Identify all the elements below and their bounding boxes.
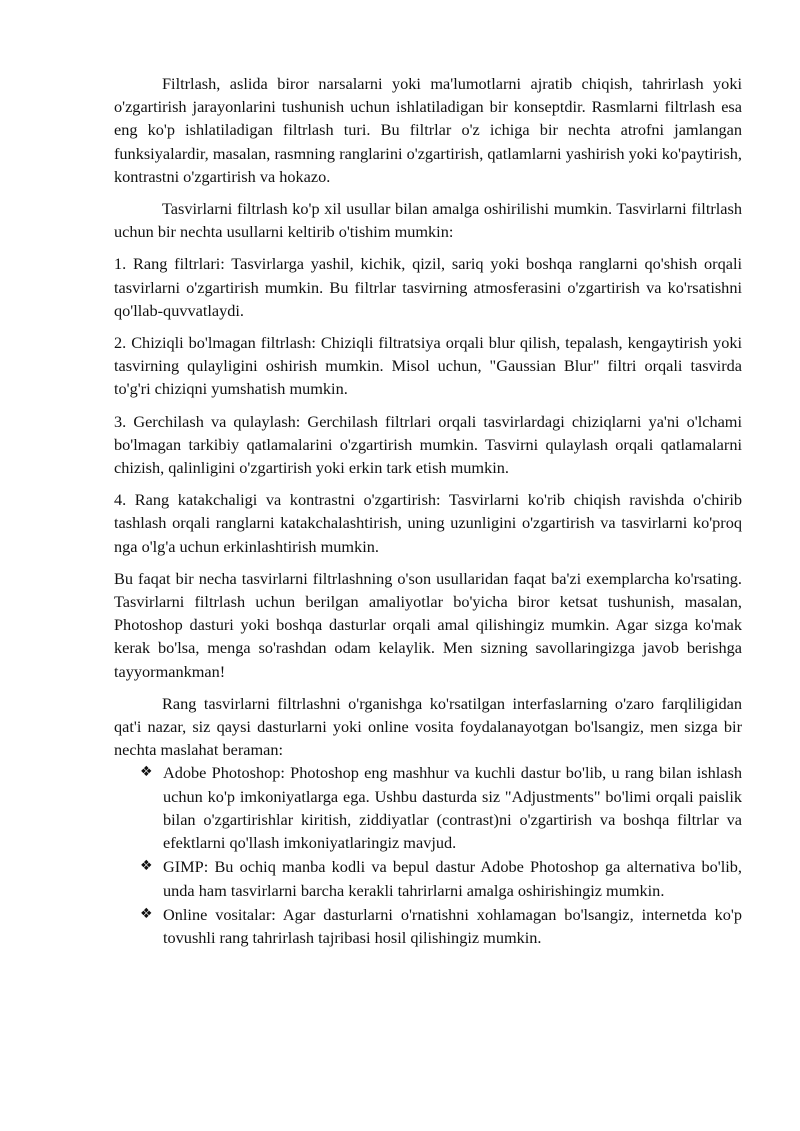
paragraph-method-3: 3. Gerchilash va qulaylash: Gerchilash filtrlari orqali tasvirlardagi chiziqlarni ya'ni o'lchami bo'lmagan tarkibiy qatlamalarini o'zgartirish mumkin. Tasvirni qulaylash orqali qatlamalarni chizish, qalinligini o'zgartirish yoki erkin tark etish mumkin. [114,411,742,478]
list-item [140,761,742,854]
diamond-bullet-icon: ❖ [140,764,153,781]
list-item-text: Adobe Photoshop: Photoshop eng mashhur va kuchli dastur bo'lib, u rang bilan ishlash uchun ko'p imkoniyatlarga ega. Ushbu dasturda siz "Adjustments" bo'limi orqali paislik bilan o'zgartirishlar kiritish, ziddiyatlar (contrast)ni o'zgartirish va boshqa filtrlar va efektlarni qo'llash imkoniyatlaringiz mavjud. [163,763,742,853]
diamond-bullet-icon: ❖ [140,858,153,875]
list-item-text: GIMP: Bu ochiq manba kodli va bepul dastur Adobe Photoshop ga alternativa bo'lib, unda ham tasvirlarni barcha kerakli tahrirlarni amalga oshirishingiz mumkin. [163,857,742,900]
list-item [140,903,742,949]
paragraph-method-1: 1. Rang filtrlari: Tasvirlarga yashil, kichik, qizil, sariq yoki boshqa ranglarni qo'shish orqali tasvirlarni o'zgartirish mumkin. Bu filtrlar tasvirning atmosferasini o'zgartirish va ko'rsatishni qo'llab-quvvatlaydi. [114,254,742,320]
paragraph-methods-intro: Tasvirlarni filtrlash ko'p xil usullar bilan amalga oshirilishi mumkin. Tasvirlarni filtrlash uchun bir nechta usullarni keltirib o'tishim mumkin: [114,199,742,242]
list-item-text: Online vositalar: Agar dasturlarni o'rnatishni xohlamagan bo'lsangiz, internetda ko'p tovushli rang tahrirlash tajribasi hosil qilishingiz mumkin. [163,904,742,947]
advice-list [114,761,742,949]
paragraph-method-2: 2. Chiziqli bo'lmagan filtrlash: Chiziqli filtratsiya orqali blur qilish, tepalash, kengaytirish yoki tasvirning qulayligini oshirish mumkin. Misol uchun, "Gaussian Blur" filtri orqali tasvirda to'g'ri chiziqni yumshatish mumkin. [114,333,742,399]
paragraph-advice-intro: Rang tasvirlarni filtrlashni o'rganishga ko'rsatilgan interfaslarning o'zaro farqliligidan qat'i nazar, siz qaysi dasturlarni yoki online vosita foydalanayotgan bo'lsangiz, men sizga bir nechta maslahat beraman: [114,693,742,760]
paragraph-method-4: 4. Rang katakchaligi va kontrastni o'zgartirish: Tasvirlarni ko'rib chiqish ravishda o'chirib tashlash orqali ranglarni katakchalashtirish, uning uzunligini o'zgartirish va tasvirlarni ko'proq nga o'lg'a uchun erkinlashtirish mumkin. [114,490,742,556]
document-page [114,72,742,950]
paragraph-summary: Bu faqat bir necha tasvirlarni filtrlashning o'son usullaridan faqat ba'zi exemplarcha ko'rsating. Tasvirlarni filtrlash uchun berilgan amaliyotlar bo'yicha biror ketsat tushunish, masalan, Photoshop dasturi yoki boshqa dasturlar orqali amal qilishingiz mumkin. Agar sizga ko'mak kerak bo'lsa, menga so'rashdan odam kelaylik. Men sizning savollaringizga javob berishga tayyormankman! [114,568,742,681]
list-item [140,855,742,901]
paragraph-intro: Filtrlash, aslida biror narsalarni yoki ma'lumotlarni ajratib chiqish, tahrirlash yoki o'zgartirish jarayonlarini tushunish uchun ishlatiladigan bir konseptdir. Rasmlarni filtrlash esa eng ko'p ishlatiladigan filtrlash turi. Bu filtrlar o'z ichiga bir nechta atrofni jamlangan funksiyalardir, masalan, rasmning ranglarini o'zgartirish, qatlamlarni yashirish yoki ko'paytirish, kontrastni o'zgartirish va hokazo. [114,74,742,186]
diamond-bullet-icon: ❖ [140,905,153,922]
